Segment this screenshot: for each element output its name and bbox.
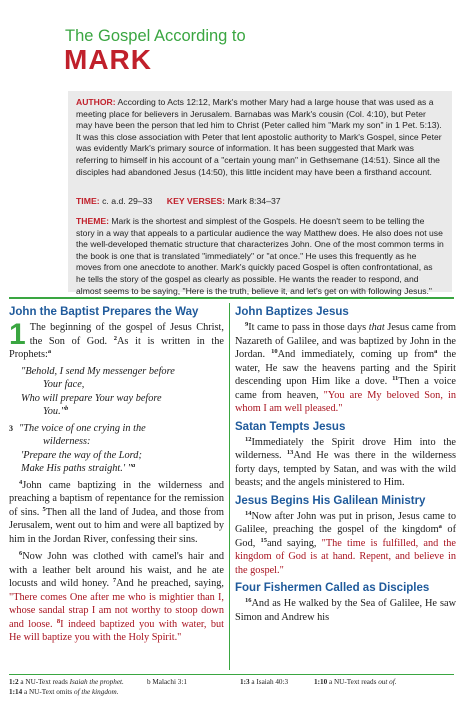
book-title: MARK xyxy=(64,44,152,75)
book-subtitle: The Gospel According to xyxy=(65,27,246,45)
verse-10-rest: the water, He saw the heavens parting and the Spirit descending upon Him like a dove. xyxy=(235,349,457,387)
verse-9: It came to pass in those days xyxy=(248,322,369,333)
heading-john-baptizes: John Baptizes Jesus xyxy=(235,306,349,318)
intro-theme xyxy=(76,216,444,297)
heading-satan-tempts: Satan Tempts Jesus xyxy=(235,420,346,433)
key-verses-label: KEY VERSES: xyxy=(166,196,226,206)
theme-text: Mark is the shortest and simplest of the Gospels. He doesn't seem to be telling the story in a way that appeals to a particular audience the way Matthew does. He also does not use the well-developed thematic structure that characterizes John. One of the most common terms in the book is one that is translated "immediately" or "at once." He uses this frequently as he moves from one anecdote to another. Mark's quickly paced Gospel is often confrontational, as he tells the story of the gospel as clearly as possible. He wants the reader to respond, and almost seems to be saying, "Here is the truth, believe it, and let's get on with following Jesus." xyxy=(76,216,444,296)
verse-num: 9 xyxy=(245,321,249,328)
footnote-marker: a xyxy=(131,462,136,469)
verse-11-voice: "You are My beloved Son, in whom I am well pleased." xyxy=(235,389,456,414)
verse-9-11 xyxy=(235,321,456,416)
verse-num: 2 xyxy=(113,334,117,342)
verse-15-words-of-christ: "The time is fulfilled, and the kingdom of God is at hand. Repent, and believe in the gospel." xyxy=(235,537,457,576)
author-label: AUTHOR: xyxy=(76,97,116,107)
footnote-marker: a xyxy=(434,348,438,355)
verse-8: I indeed baptized you with water, but He will baptize you with the Holy Spirit." xyxy=(9,618,224,643)
author-text: According to Acts 12:12, Mark's mother Mary had a large house that was used as a meeting place for believers in Jerusalem. Barnabas was Mark's cousin (Col. 4:10), but Peter may have been the person that led him to Christ (Peter called him "Mark my son" in 1 Pet. 5:13). It was this close association with Peter that lent apostolic authority to Mark's Gospel, since Peter was evidently Mark's primary source of information. It has been suggested that Mark was referring to himself in his account of a "certain young man" in Gethsemane (14:51). Since all the disciples had abandoned Jesus (14:50), this little incident may have been a firsthand account. xyxy=(76,97,442,177)
poem-line: Make His paths straight.' " xyxy=(21,463,132,474)
footnote-marker: a xyxy=(438,523,442,530)
verse-4-5 xyxy=(9,479,224,547)
footnote-divider xyxy=(9,674,454,675)
verse-1: The beginning of the gospel of Jesus Christ, the Son of God. xyxy=(29,322,224,347)
key-verses-text: Mark 8:34–37 xyxy=(227,196,281,206)
verse-num: 14 xyxy=(245,509,252,517)
verse-9-rest: Jesus came from Nazareth of Galilee, and was baptized by John in the Jordan. xyxy=(235,322,457,360)
quote-malachi xyxy=(21,365,224,419)
verse-4: John came baptizing in the wilderness and preaching a baptism of repentance for the remission of sins. xyxy=(9,479,224,518)
verse-num: 3 xyxy=(9,423,13,433)
heading-four-fishermen: Four Fishermen Called as Disciples xyxy=(235,582,430,594)
verse-14-15 xyxy=(235,510,456,578)
verse-2: As it is written in the Prophets: xyxy=(9,335,224,360)
poem-line: "Behold, I send My messenger before xyxy=(21,365,175,377)
verse-14: Now after John was put in prison, Jesus came to Galilee, preaching the gospel of the kingdom xyxy=(235,510,456,535)
poem-line: wilderness: xyxy=(43,436,91,447)
verse-num: 11 xyxy=(392,375,399,382)
time-text: c. a.d. 29–33 xyxy=(102,196,153,206)
verse-num: 12 xyxy=(245,435,252,443)
poem-line: "The voice of one crying in the xyxy=(19,422,146,434)
verse-5: Then all the land of Judea, and those from Jerusalem, went out to him and were all baptized by him in the Jordan River, confessing their sins. xyxy=(9,506,225,545)
poem-line: 'Prepare the way of the Lord; xyxy=(21,449,142,461)
verse-num: 15 xyxy=(260,536,267,544)
section-divider xyxy=(9,297,454,299)
right-column xyxy=(235,305,456,624)
verse-15: and saying, xyxy=(266,537,322,549)
heading-galilean-ministry: Jesus Begins His Galilean Ministry xyxy=(235,494,426,507)
verse-num: 6 xyxy=(19,550,23,557)
poem-line: Who will prepare Your way before xyxy=(21,392,162,404)
time-label: TIME: xyxy=(76,196,100,206)
verse-6-8 xyxy=(9,550,224,645)
intro-author xyxy=(76,97,444,178)
verse-num: 16 xyxy=(245,597,252,604)
verse-10: And immediately, coming up from xyxy=(277,349,435,360)
footnote-1-2: 1:2 a NU-Text reads Isaiah the prophet. xyxy=(9,678,124,686)
verse-9-italic: that xyxy=(368,322,385,333)
poem-line: Your face, xyxy=(43,379,85,390)
chapter-number: 1 xyxy=(9,318,26,351)
footnote-marker: a xyxy=(47,348,52,355)
verse-7: And he preached, saying, xyxy=(116,578,224,589)
verse-13: And He was there in the wilderness forty days, tempted by Satan, and was with the wild beasts; and the angels ministered to Him. xyxy=(235,450,457,488)
footnote-1-3: 1:3 a Isaiah 40:3 xyxy=(240,678,289,686)
verse-7-words-of-christ: "There comes One after me who is mightier than I, whose sandal strap I am not worthy to stoop down and loose. xyxy=(9,591,224,630)
theme-label: THEME: xyxy=(76,216,109,226)
verse-num: 4 xyxy=(19,478,23,486)
verse-num: 13 xyxy=(286,449,294,456)
verse-12: Immediately the Spirit drove Him into the wilderness. xyxy=(235,436,456,461)
verse-14-rest: of God, xyxy=(235,524,456,549)
footnote-marker: b xyxy=(64,405,69,412)
footnote-1-10: 1:10 a NU-Text reads out of. xyxy=(314,678,397,686)
poem-line: You." xyxy=(43,406,65,417)
verse-num: 5 xyxy=(42,505,46,513)
footnote-1-2b: b Malachi 3:1 xyxy=(147,678,187,686)
verse-16 xyxy=(235,597,456,624)
left-column xyxy=(9,305,224,645)
verse-num: 10 xyxy=(271,348,278,355)
quote-isaiah xyxy=(9,422,224,476)
intro-time xyxy=(76,196,444,208)
verse-1-2 xyxy=(9,318,224,362)
verse-num: 8 xyxy=(56,617,61,625)
verse-12-13 xyxy=(235,436,456,490)
column-divider xyxy=(229,303,230,670)
heading-john-baptist: John the Baptist Prepares the Way xyxy=(9,306,199,318)
verse-11: Then a voice came from heaven, xyxy=(235,376,456,401)
footnote-1-14: 1:14 a NU-Text omits of the kingdom. xyxy=(9,688,119,696)
verse-num: 7 xyxy=(112,577,117,584)
verse-16-text: And as He walked by the Sea of Galilee, He saw Simon and Andrew his xyxy=(235,598,456,623)
verse-6: Now John was clothed with camel's hair and with a leather belt around his waist, and he ate locusts and wild honey. xyxy=(9,551,224,589)
